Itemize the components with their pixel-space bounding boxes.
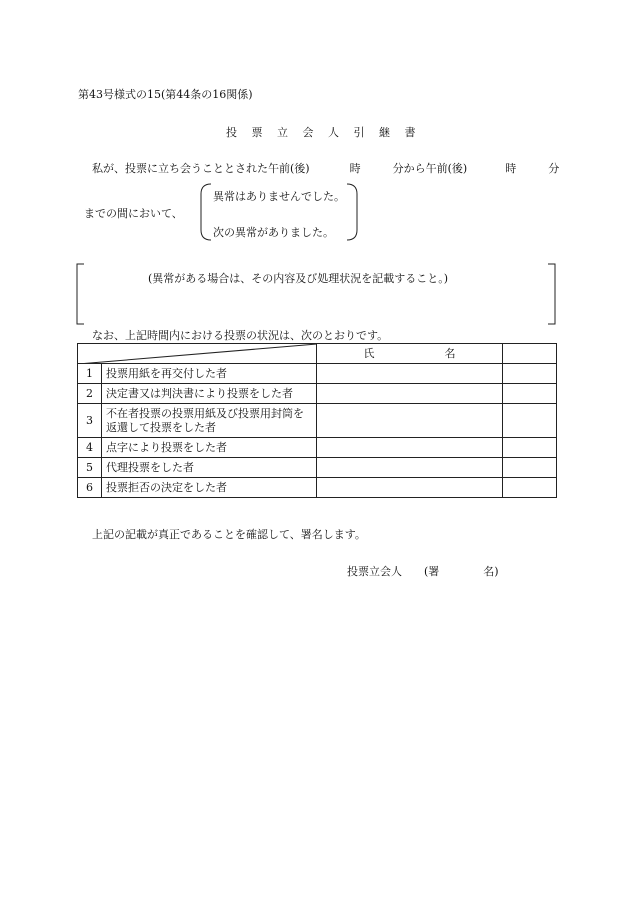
intro-sentence: [92, 160, 559, 176]
hour-label-1: 時: [349, 162, 361, 175]
row-number: 6: [78, 478, 102, 498]
table-row: [78, 364, 557, 384]
title-char: 票: [251, 126, 263, 139]
name-cell[interactable]: [317, 364, 503, 384]
name-cell[interactable]: [317, 404, 503, 438]
hour-label-2: 時: [505, 162, 517, 175]
title-char: 立: [277, 126, 288, 139]
row-number: 3: [78, 404, 102, 438]
table-row: [78, 458, 557, 478]
row-label: 決定書又は判決書により投票をした者: [102, 384, 317, 404]
name-cell[interactable]: [317, 384, 503, 404]
signature-open: (署: [424, 565, 440, 578]
extra-column-header: [503, 344, 557, 364]
document-title: [226, 124, 416, 140]
row-number: 2: [78, 384, 102, 404]
intro-text-b: 分から午前(後): [392, 162, 468, 175]
signature-close: 名): [483, 565, 499, 578]
name-cell[interactable]: [317, 478, 503, 498]
row-label: 代理投票をした者: [102, 458, 317, 478]
table-header-row: [78, 344, 557, 364]
extra-cell[interactable]: [503, 364, 557, 384]
name-header-char-1: 氏: [363, 346, 375, 360]
option-no-anomaly: 異常はありませんでした。: [213, 190, 345, 203]
row-number: 4: [78, 438, 102, 458]
minute-label-2: 分: [548, 162, 560, 175]
name-header-char-2: 名: [444, 346, 456, 360]
until-label: までの間において、: [84, 207, 183, 220]
table-row: [78, 478, 557, 498]
intro-text-a: 私が、投票に立ち会うこととされた午前(後): [92, 162, 310, 175]
name-cell[interactable]: [317, 438, 503, 458]
extra-cell[interactable]: [503, 478, 557, 498]
row-label: 不在者投票の投票用紙及び投票用封筒を返還して投票をした者: [102, 404, 317, 438]
row-number: 5: [78, 458, 102, 478]
row-number: 1: [78, 364, 102, 384]
title-char: 引: [353, 126, 365, 139]
confirmation-statement: 上記の記載が真正であることを確認して、署名します。: [92, 528, 366, 541]
title-char: 人: [328, 126, 339, 139]
title-char: 書: [404, 126, 416, 139]
row-label: 点字により投票をした者: [102, 438, 317, 458]
diagonal-header-cell: [78, 344, 317, 364]
option-anomaly: 次の異常がありました。: [213, 226, 334, 239]
name-cell[interactable]: [317, 458, 503, 478]
extra-cell[interactable]: [503, 404, 557, 438]
status-intro: なお、上記時間内における投票の状況は、次のとおりです。: [92, 329, 389, 342]
extra-cell[interactable]: [503, 438, 557, 458]
table-row: [78, 438, 557, 458]
title-char: 投: [226, 126, 237, 139]
table-row: [78, 404, 557, 438]
name-column-header: [317, 344, 503, 364]
title-char: 会: [302, 126, 314, 139]
row-label: 投票拒否の決定をした者: [102, 478, 317, 498]
title-char: 継: [379, 126, 390, 139]
signature-line: [347, 563, 499, 579]
anomaly-note-instruction: (異常がある場合は、その内容及び処理状況を記載すること。): [148, 272, 449, 285]
diagonal-line: [78, 344, 317, 364]
signer-role: 投票立会人: [347, 565, 402, 578]
row-label: 投票用紙を再交付した者: [102, 364, 317, 384]
extra-cell[interactable]: [503, 458, 557, 478]
table-row: [78, 384, 557, 404]
voting-status-table: [77, 343, 557, 498]
extra-cell[interactable]: [503, 384, 557, 404]
form-number: 第43号様式の15(第44条の16関係): [78, 88, 253, 101]
